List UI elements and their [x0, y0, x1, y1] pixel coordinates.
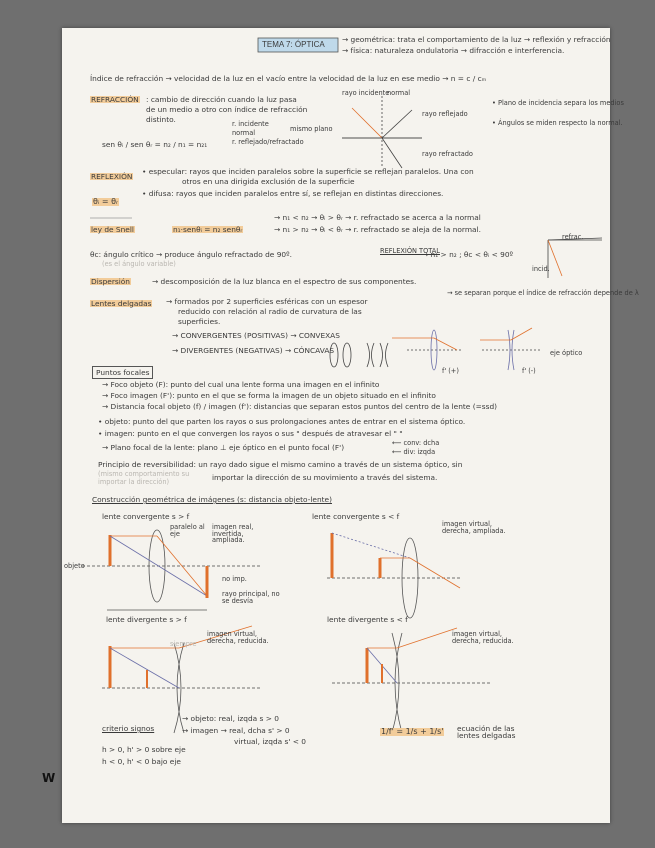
criterio-imagen-real: → imagen → real, dcha s' > 0 [182, 726, 290, 735]
principio-ghost-1: (mismo comportamiento su [98, 470, 190, 478]
diagram-1-objeto: objeto [64, 562, 85, 570]
foco-objeto: → Foco objeto (F): punto del cual una lente forma una imagen en el infinito [102, 380, 380, 389]
lentes-divergentes: → DIVERGENTES (NEGATIVAS) → CÓNCAVAS [172, 346, 335, 355]
definicion-imagen: • imagen: punto en el que convergen los rayos o sus " después de atravesar el " " [98, 429, 403, 438]
diagram-1-imagen: imagen real, invertida, ampliada. [212, 523, 254, 545]
lens-focal-positive: f' (+) [442, 367, 459, 375]
snell-label: ley de Snell [91, 225, 134, 234]
puntos-focales-label: Puntos focales [92, 366, 153, 379]
reflexion-line-2: otros en una dirigida exclusión de la superficie [182, 177, 355, 186]
refraccion-line-2: de un medio a otro con índice de refracción [146, 105, 308, 114]
indice-refraccion-text: Índice de refracción → velocidad de la luz en el vacío entre la velocidad de la luz en ese medio → n = c / cₘ [90, 74, 487, 83]
plano-focal: → Plano focal de la lente: plano ⊥ eje óptico en el punto focal (F') [102, 443, 345, 452]
criterio-imagen-virtual: virtual, izqda s' < 0 [234, 737, 306, 746]
diagram-1-title: lente convergente s > f [102, 512, 190, 521]
diagram-2-title: lente convergente s < f [312, 512, 400, 521]
dispersion-label: Dispersión [91, 277, 130, 286]
refraccion-sub-1: r. incidente [232, 120, 269, 128]
ecuacion-lentes-label: ecuación de las lentes delgadas [457, 724, 516, 741]
refraccion-note-2: • Ángulos se miden respecto la normal. [492, 119, 623, 127]
diagram-rayo-reflejado: rayo reflejado [422, 110, 468, 118]
lentes-line-3: superficies. [178, 317, 221, 326]
dispersion-text: → descomposición de la luz blanca en el espectro de sus componentes. [152, 277, 417, 286]
critical-angle-diagram [548, 238, 602, 278]
lens-shapes [330, 343, 388, 367]
diagram-1-rayo-principal: rayo principal, no se desvía [222, 590, 280, 605]
diagram-converging-s-lt-f [327, 533, 462, 618]
lentes-convergentes: → CONVERGENTES (POSITIVAS) → CONVEXAS [172, 331, 340, 340]
criterio-h-bajo: h < 0, h' < 0 bajo eje [102, 757, 181, 766]
diagram-1-no-imp: no imp. [222, 575, 247, 583]
plano-focal-div: ⟵ div: izqda [392, 448, 436, 456]
reflexion-line-1: • especular: rayos que inciden paralelos sobre la superficie se reflejan paralelos. Una con [142, 167, 474, 176]
critico-incid-label: incid. [532, 265, 550, 273]
diagram-2-imagen: imagen virtual, derecha, ampliada. [442, 520, 506, 535]
principio-reversibilidad-2: importar la dirección de su movimiento a través del sistema. [212, 473, 438, 482]
refraccion-mismo-plano: mismo plano [290, 125, 333, 133]
header-branch-1: → geométrica: trata el comportamiento de la luz → reflexión y refracción [342, 35, 611, 44]
diagram-3-imagen: imagen virtual, derecha, reducida. [207, 630, 269, 645]
page-title: TEMA 7: ÓPTICA [262, 40, 325, 49]
refraction-diagram [342, 96, 422, 168]
lentes-line-2: reducido con relación al radio de curvatura de las [178, 307, 362, 316]
margin-mark: W [42, 771, 56, 785]
criterio-h-sobre: h > 0, h' > 0 sobre eje [102, 745, 186, 754]
snell-case-2: → n₁ > n₂ → θᵢ < θᵣ → r. refractado se aleja de la normal. [274, 225, 481, 234]
diagram-1-paralelo: paralelo al eje [170, 523, 205, 538]
refraccion-sub-3: r. reflejado/refractado [232, 138, 304, 146]
definicion-objeto: • objeto: punto del que parten los rayos o sus prolongaciones antes de entrar en el sistema óptico. [98, 417, 466, 426]
diagram-3-siempre: siempre [170, 640, 197, 648]
refraccion-sub-2: normal [232, 129, 256, 137]
refraccion-label: REFRACCIÓN [91, 95, 139, 104]
refraccion-formula: sen θᵢ / sen θᵣ = n₂ / n₁ = n₂₁ [102, 140, 208, 149]
plano-focal-conv: ⟵ conv: dcha [392, 439, 440, 447]
refraccion-line-1: : cambio de dirección cuando la luz pasa [146, 95, 297, 104]
notebook-page [62, 28, 639, 823]
criterio-objeto: → objeto: real, izqda s > 0 [182, 714, 279, 723]
lens-focal-negative: f' (-) [522, 367, 536, 375]
lens-symbol-diagrams [392, 328, 540, 370]
foco-imagen: → Foco imagen (F'): punto en el que se forma la imagen de un objeto situado en el infinito [102, 391, 436, 400]
header-branch-2: → física: naturaleza ondulatoria → difracción e interferencia. [342, 46, 565, 55]
angulo-critico-note: (es el ángulo variable) [102, 260, 176, 268]
reflexion-line-3: • difusa: rayos que inciden paralelos entre sí, se reflejan en distintas direcciones. [142, 189, 444, 198]
criterio-signos-label: criterio signos [102, 724, 155, 733]
reflexion-total-condition: → n₁ > n₂ ; θc < θᵢ < 90º [422, 250, 514, 259]
diagram-normal: normal [387, 89, 411, 97]
diagram-4-imagen: imagen virtual, derecha, reducida. [452, 630, 514, 645]
lentes-dispersion-note: → se separan porque el índice de refracción depende de λ [447, 289, 639, 297]
angulo-critico-text: θc: ángulo crítico → produce ángulo refractado de 90º. [90, 250, 292, 259]
lentes-label: Lentes delgadas [91, 299, 152, 308]
reflexion-total-label: REFLEXIÓN TOTAL [380, 247, 440, 255]
ecuacion-lentes: 1/f' = 1/s + 1/s' [381, 727, 444, 736]
snell-equation: n₁·senθᵢ = n₂ senθᵣ [173, 225, 243, 234]
diagram-4-title: lente divergente s < f [327, 615, 408, 624]
diagram-rayo-refractado: rayo refractado [422, 150, 473, 158]
diagram-rayo-incidente: rayo incidente [342, 89, 390, 97]
distancia-focal: → Distancia focal objeto (f) / imagen (f'): distancias que separan estos puntos del centro de la lente (=ssd) [102, 402, 498, 411]
diagram-3-title: lente divergente s > f [106, 615, 187, 624]
construccion-title: Construcción geométrica de imágenes (s: distancia objeto-lente) [92, 495, 332, 504]
critico-refrac-label: refrac. [562, 233, 584, 241]
principio-ghost-2: importar la dirección) [98, 478, 170, 486]
lentes-line-1: → formados por 2 superficies esféricas con un espesor [166, 297, 368, 306]
reflexion-equation: θᵢ = θᵣ [93, 197, 119, 206]
refraccion-note-1: • Plano de incidencia separa los medios [492, 99, 624, 107]
principio-reversibilidad: Principio de reversibilidad: un rayo dado sigue el mismo camino a través de un sistema óptico, sin [98, 460, 463, 469]
reflexion-label: REFLEXIÓN [91, 172, 133, 181]
lens-eje-optico: eje óptico [550, 349, 583, 357]
refraccion-line-3: distinto. [146, 115, 176, 124]
snell-case-1: → n₁ < n₂ → θᵢ > θᵣ → r. refractado se acerca a la normal [274, 213, 481, 222]
